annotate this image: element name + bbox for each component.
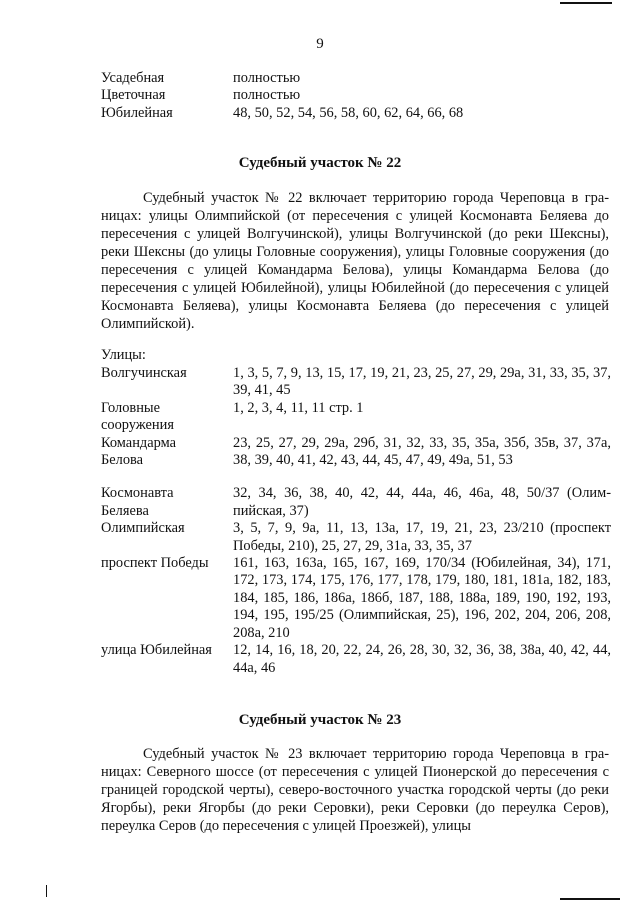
house-numbers: полностью (233, 87, 301, 104)
house-numbers: 32, 34, 36, 38, 40, 42, 44, 44а, 46, 46а, 48, 50/37 (Олимпийская, 37) (233, 485, 611, 519)
street-name: Юбилейная (101, 104, 173, 121)
house-numbers: 23, 25, 27, 29, 29а, 29б, 31, 32, 33, 35, 35а, 35б, 35в, 37, 37а, 38, 39, 40, 41, 42, 43, 44, 45, 47, 49, 49а, 51, 53 (233, 434, 611, 469)
street-row (101, 642, 611, 677)
street-row (101, 105, 611, 122)
street-name: Волгучинская (101, 365, 187, 381)
house-numbers: 161, 163, 163а, 165, 167, 169, 170/34 (Юбилейная, 34), 171, 172, 173, 174, 175, 176, 177, 178, 179, 180, 181, 181а, 182, 183, 184, 185, 186, 186а, 186б, 187, 188, 188а, 189, 190, 192, 193, 194, 195, 195/25 (Олимпийская, 25), 196, 202, 204, 206, 208, 208а, 210 (233, 555, 611, 641)
street-name: Космонавта Беляева (101, 485, 174, 519)
house-numbers: 3, 5, 7, 9, 9а, 11, 13, 13а, 17, 19, 21, 23, 23/210 (проспект Победы, 210), 25, 27, 29, 31а, 33, 35, 37 (233, 520, 611, 554)
street-name: Олимпийская (101, 520, 185, 537)
section-23-paragraph: Судебный участок № 23 включает территорию города Череповца в границах: Северного шоссе (от пересечения с улицей Пионерской до пересечения с границей городской черты), северо-восточного участка городской черты (до реки Ягорбы), реки Ягорбы (до реки Серовки), реки Серовки (до переулка Серов), переулка Серов (до пересечения с улицей Проезжей), улицы (101, 746, 609, 834)
section-22-title: Судебный участок № 22 (238, 155, 402, 171)
spacer (101, 469, 611, 485)
street-name: улица Юбилейная (101, 642, 212, 659)
scan-mark-top-right (560, 2, 612, 4)
section-22-paragraph: Судебный участок № 22 включает территорию города Череповца в границах: улицы Олимпийской (от пересечения с улицей Космонавта Беляева до пересечения с улицей Волгучинской), улицы Волгучинской (до реки Шексны), реки Шексны (до улицы Головные сооружения), улицы Головные сооружения (до пересечения с улицей Командарма Белова), улицы Командарма Белова (до пересечения с улицей Юбилейной), улицы Юбилейной (до пересечения с улицей Космонавта Беляева), улицы Космонавта Беляева (до пересечения с улицей Олимпийской). (101, 190, 609, 332)
street-name: Усадебная (101, 70, 165, 86)
top-street-list (101, 70, 611, 122)
street-row (101, 485, 611, 520)
scan-mark-bottom-left (46, 885, 47, 897)
house-numbers: 1, 2, 3, 4, 11, 11 стр. 1 (233, 399, 364, 416)
streets-label: Улицы: (101, 347, 146, 363)
scan-mark-bottom-right (560, 898, 620, 900)
section-22-street-list (101, 365, 611, 677)
street-row (101, 365, 611, 400)
house-numbers: полностью (233, 70, 301, 86)
street-row (101, 435, 611, 470)
street-row (101, 87, 611, 104)
house-numbers: 48, 50, 52, 54, 56, 58, 60, 62, 64, 66, 68 (233, 104, 464, 121)
street-row (101, 520, 611, 555)
street-name: проспект Победы (101, 555, 209, 572)
street-row (101, 70, 611, 87)
section-23-title: Судебный участок № 23 (238, 712, 402, 728)
page-number: 9 (316, 36, 324, 52)
street-row (101, 400, 611, 435)
house-numbers: 1, 3, 5, 7, 9, 13, 15, 17, 19, 21, 23, 25, 27, 29, 29а, 31, 33, 35, 37, 39, 41, 45 (233, 365, 611, 399)
house-numbers: 12, 14, 16, 18, 20, 22, 24, 26, 28, 30, 32, 36, 38, 38а, 40, 42, 44, 44а, 46 (233, 642, 611, 676)
street-name: Цветочная (101, 87, 166, 104)
street-name: Головные сооружения (101, 399, 174, 434)
street-name: Командарма Белова (101, 434, 176, 469)
street-row (101, 555, 611, 642)
